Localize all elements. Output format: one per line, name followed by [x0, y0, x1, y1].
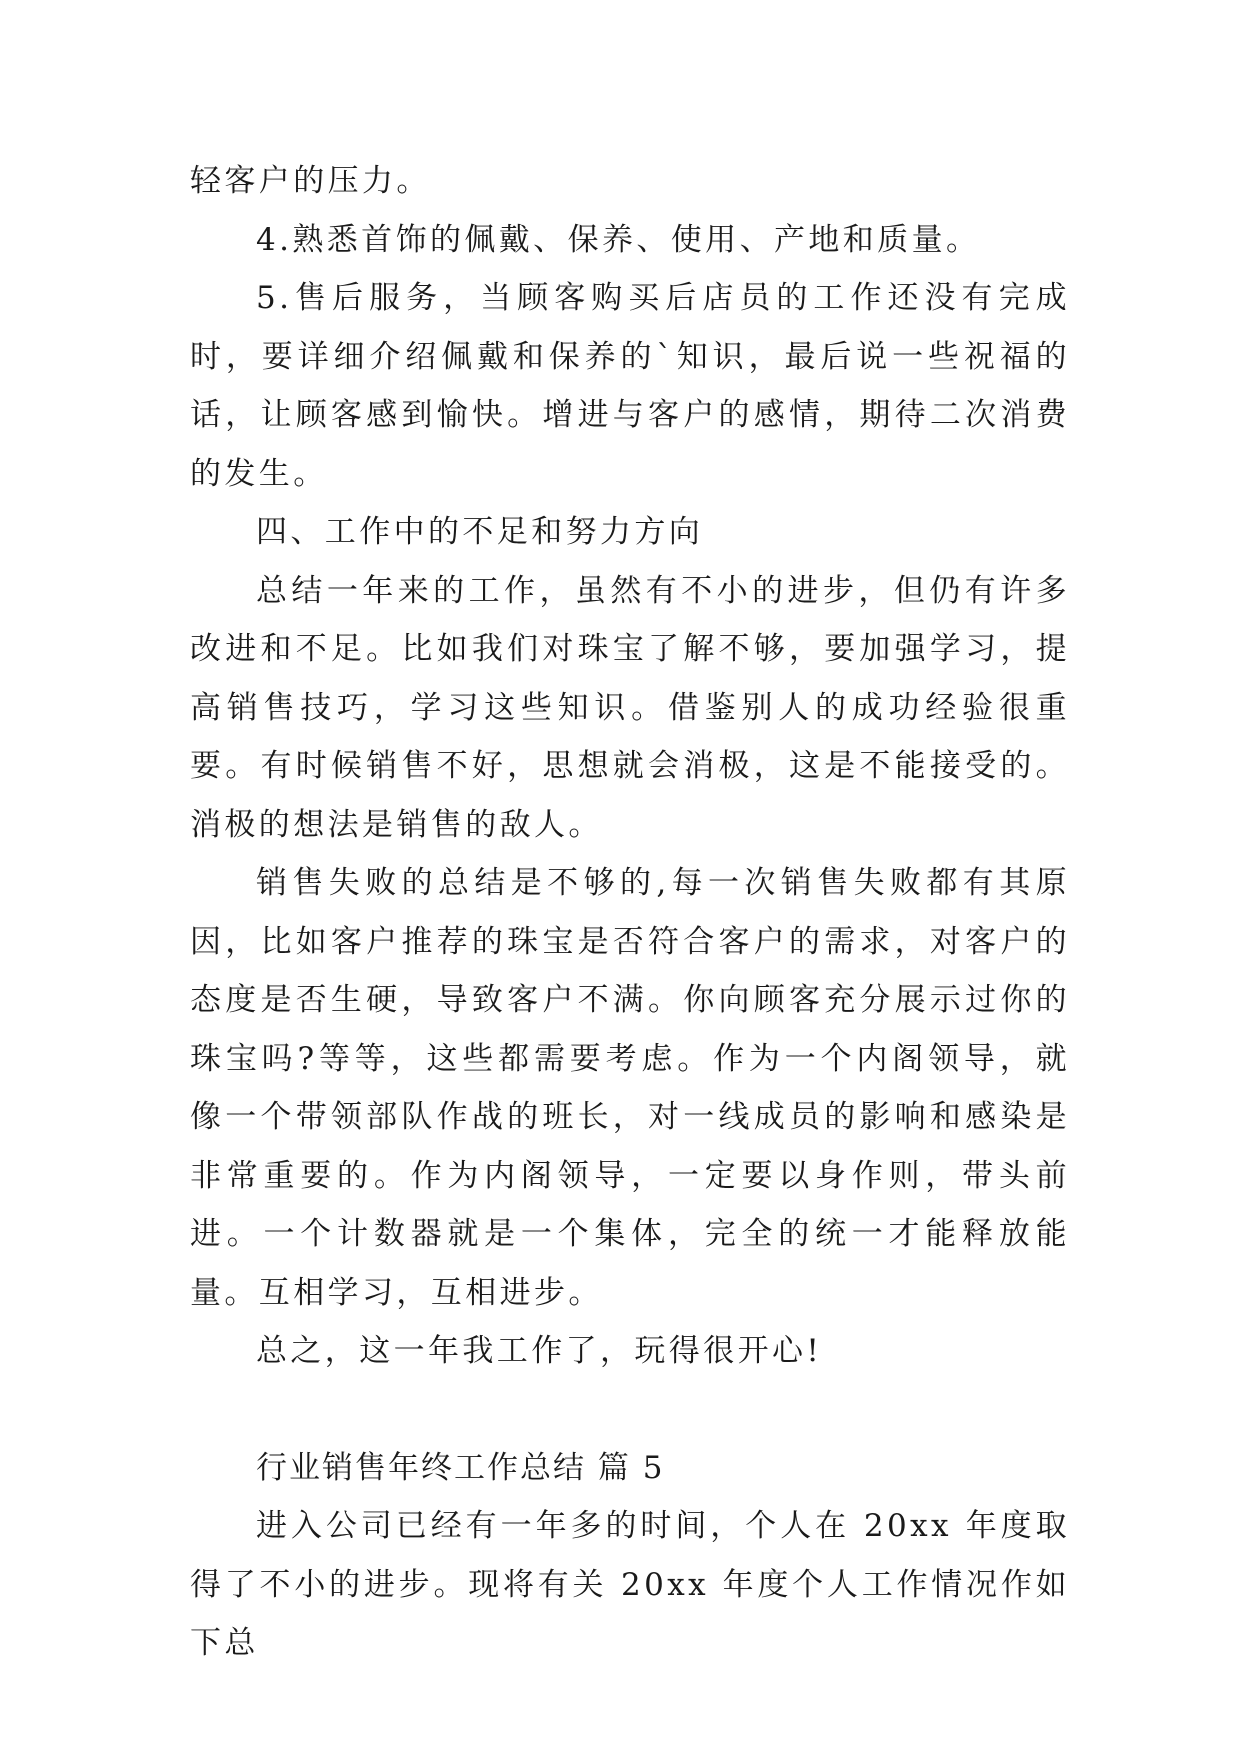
- next-section-paragraph: 进入公司已经有一年多的时间，个人在 20xx 年度取得了不小的进步。现将有关 20xx 年度个人工作情况作如下总: [190, 1508, 1070, 1661]
- paragraph-summary: 总结一年来的工作，虽然有不小的进步，但仍有许多改进和不足。比如我们对珠宝了解不够，要加强学习，提高销售技巧，学习这些知识。借鉴别人的成功经验很重要。有时候销售不好，思想就会消极，这是不能接受的。消极的想法是销售的敌人。: [190, 572, 1070, 843]
- paragraph-item-5: 5.售后服务，当顾客购买后店员的工作还没有完成时，要详细介绍佩戴和保养的`知识，最后说一些祝福的话，让顾客感到愉快。增进与客户的感情，期待二次消费的发生。: [190, 280, 1070, 492]
- document-page: [190, 152, 1070, 1673]
- paragraph-conclusion: 总之，这一年我工作了，玩得很开心!: [256, 1333, 823, 1369]
- paragraph-failure-analysis: 销售失败的总结是不够的,每一次销售失败都有其原因，比如客户推荐的珠宝是否符合客户的需求，对客户的态度是否生硬，导致客户不满。你向顾客充分展示过你的珠宝吗?等等，这些都需要考虑。作为一个内阁领导，就像一个带领部队作战的班长，对一线成员的影响和感染是非常重要的。作为内阁领导，一定要以身作则，带头前进。一个计数器就是一个集体，完全的统一才能释放能量。互相学习，互相进步。: [190, 865, 1070, 1311]
- section-heading: 四、工作中的不足和努力方向: [256, 514, 704, 550]
- section-gap: [190, 1381, 1070, 1439]
- paragraph-continuation: 轻客户的压力。: [190, 163, 431, 199]
- paragraph-item-4: 4.熟悉首饰的佩戴、保养、使用、产地和质量。: [256, 221, 981, 258]
- next-section-title: 行业销售年终工作总结 篇 5: [256, 1449, 665, 1486]
